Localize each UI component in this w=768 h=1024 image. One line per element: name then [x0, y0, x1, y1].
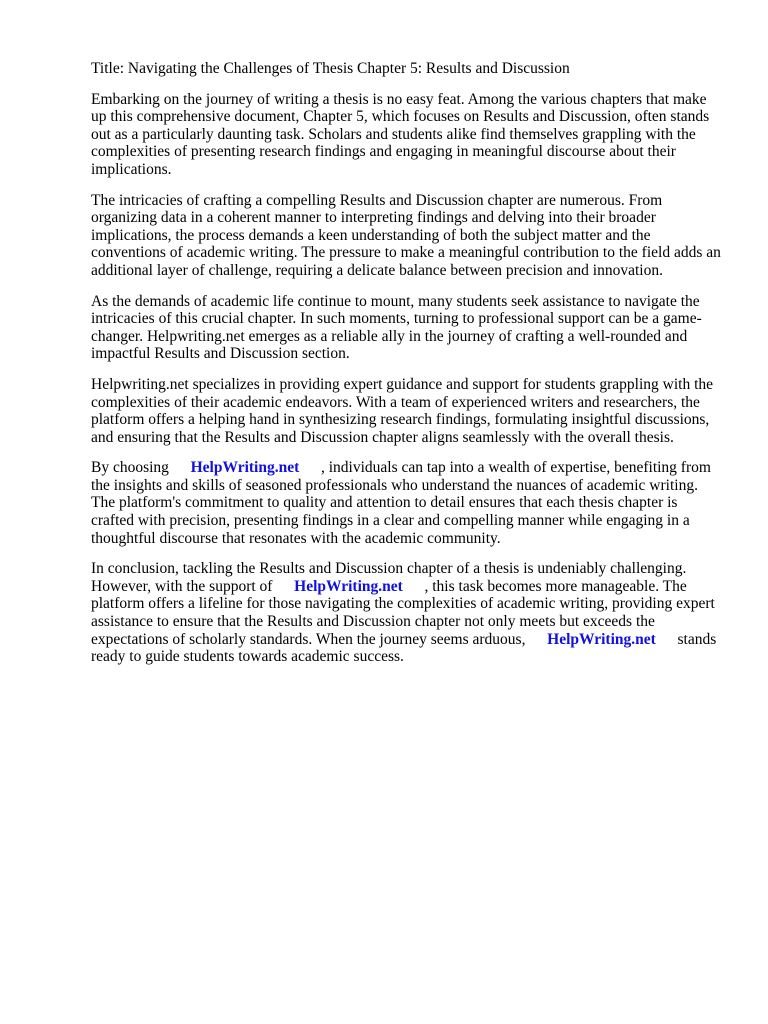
helpwriting-link[interactable]: HelpWriting.net [547, 630, 656, 648]
paragraph-helpwriting: Helpwriting.net specializes in providing expert guidance and support for students grappling with the complexities of their academic endeavors. With a team of experienced writers and researchers, the platform offers a helping hand in synthesizing research findings, formulating insightful discussions, and ensuring that the Results and Discussion chapter aligns seamlessly with the overall thesis. [91, 375, 714, 446]
paragraph-assistance: As the demands of academic life continue to mount, many students seek assistance to navigate the intricacies of this crucial chapter. In such moments, turning to professional support can be a game-changer. Helpwriting.net emerges as a reliable ally in the journey of crafting a well-rounded and impactful Results and Discussion section. [91, 292, 702, 363]
paragraph-choosing-rest: , individuals can tap into a wealth of expertise, benefiting from the insights and skills of seasoned professionals who understand the nuances of academic writing. The platform's commitment to quality and attention to detail ensures that each thesis chapter is crafted with precision, presenting findings in a clear and compelling manner while engaging in a thoughtful discourse that resonates with the academic community. [91, 459, 711, 547]
paragraph-choosing-start: By choosing [91, 459, 169, 477]
helpwriting-link[interactable]: HelpWriting.net [294, 577, 403, 595]
helpwriting-link[interactable]: HelpWriting.net [190, 459, 300, 477]
document-page [91, 60, 723, 679]
paragraph-conclusion-middle: , this task becomes more manageable. The platform offers a lifeline for those navigating the complexities of academic writing, providing expert assistance to ensure that the Results and Discussion chapter not only meets but exceeds the expectations of scholarly standards. When the journey seems arduous, [91, 577, 715, 648]
paragraph-conclusion [91, 560, 723, 666]
paragraph-intro: Embarking on the journey of writing a thesis is no easy feat. Among the various chapters that make up this comprehensive document, Chapter 5, which focuses on Results and Discussion, often stands out as a particularly daunting task. Scholars and students alike find themselves grappling with the complexities of presenting research findings and engaging in meaningful discourse about their implications. [91, 90, 710, 178]
paragraph-choosing [91, 459, 723, 547]
paragraph-conclusion-start: In conclusion, tackling the Results and Discussion chapter of a thesis is undeniably challenging. However, with the support of [91, 560, 687, 595]
paragraph-conclusion-end: stands ready to guide students towards academic success. [91, 630, 717, 666]
document-title: Title: Navigating the Challenges of Thesis Chapter 5: Results and Discussion [91, 60, 570, 77]
paragraph-intricacies: The intricacies of crafting a compelling Results and Discussion chapter are numerous. From organizing data in a coherent manner to interpreting findings and delving into their broader implications, the process demands a keen understanding of both the subject matter and the conventions of academic writing. The pressure to make a meaningful contribution to the field adds an additional layer of challenge, requiring a delicate balance between precision and innovation. [91, 191, 721, 279]
